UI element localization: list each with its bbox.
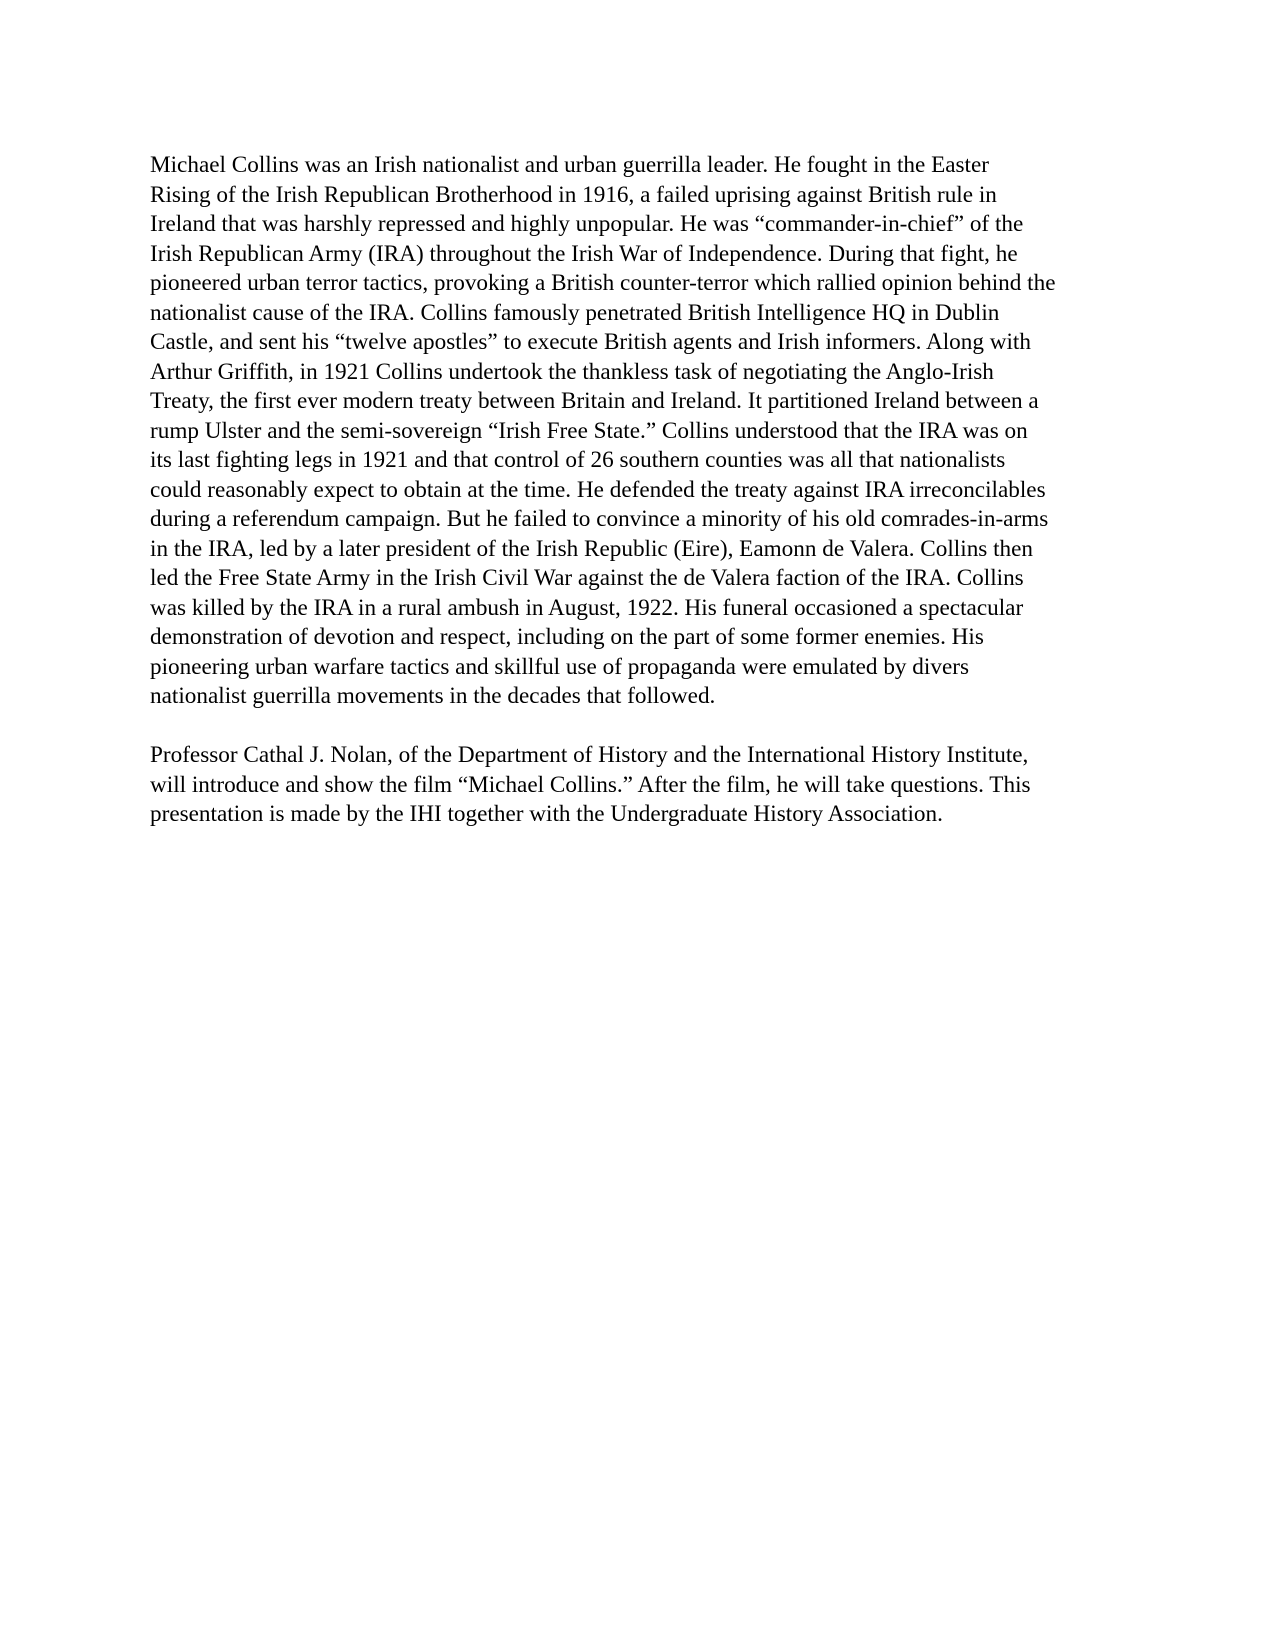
text-line: will introduce and show the film “Michael Collins.” After the film, he will take questions. This <box>150 771 1031 798</box>
text-line: demonstration of devotion and respect, including on the part of some former enemies. His <box>150 624 984 650</box>
text-line: pioneered urban terror tactics, provoking a British counter-terror which rallied opinion behind the <box>150 270 1056 296</box>
text-line: could reasonably expect to obtain at the time. He defended the treaty against IRA irreconcilables <box>150 476 1046 503</box>
text-line: pioneering urban warfare tactics and skillful use of propaganda were emulated by divers <box>150 653 969 680</box>
text-line: Irish Republican Army (IRA) throughout the Irish War of Independence. During that fight, he <box>150 240 1018 267</box>
paragraph-film-presentation <box>150 741 1140 830</box>
text-line: nationalist guerrilla movements in the decades that followed. <box>150 683 716 709</box>
text-line: Treaty, the first ever modern treaty between Britain and Ireland. It partitioned Ireland between a <box>150 388 1039 414</box>
text-line: Ireland that was harshly repressed and highly unpopular. He was “commander-in-chief” of the <box>150 211 1024 237</box>
text-line: Professor Cathal J. Nolan, of the Department of History and the International History Institute, <box>150 742 1029 768</box>
text-line: nationalist cause of the IRA. Collins famously penetrated British Intelligence HQ in Dublin <box>150 299 1000 326</box>
paragraph-collins-biography <box>150 151 1140 712</box>
text-line: was killed by the IRA in a rural ambush in August, 1922. His funeral occasioned a spectacular <box>150 594 1024 621</box>
text-line: Arthur Griffith, in 1921 Collins undertook the thankless task of negotiating the Anglo-Irish <box>150 358 994 385</box>
text-line: led the Free State Army in the Irish Civil War against the de Valera faction of the IRA. Collins <box>150 565 1024 591</box>
text-line: Rising of the Irish Republican Brotherhood in 1916, a failed uprising against British rule in <box>150 181 997 208</box>
paragraph-spacer <box>150 712 1140 742</box>
document-body <box>150 151 1140 830</box>
text-line: Michael Collins was an Irish nationalist and urban guerrilla leader. He fought in the Easter <box>150 152 990 178</box>
text-line: its last fighting legs in 1921 and that control of 26 southern counties was all that nationalists <box>150 447 1006 473</box>
text-line: rump Ulster and the semi-sovereign “Irish Free State.” Collins understood that the IRA was on <box>150 417 1028 444</box>
text-line: in the IRA, led by a later president of the Irish Republic (Eire), Eamonn de Valera. Collins then <box>150 535 1034 562</box>
text-line: presentation is made by the IHI together with the Undergraduate History Association. <box>150 801 943 827</box>
text-line: Castle, and sent his “twelve apostles” to execute British agents and Irish informers. Along with <box>150 329 1031 355</box>
text-line: during a referendum campaign. But he failed to convince a minority of his old comrades-in-arms <box>150 506 1049 532</box>
